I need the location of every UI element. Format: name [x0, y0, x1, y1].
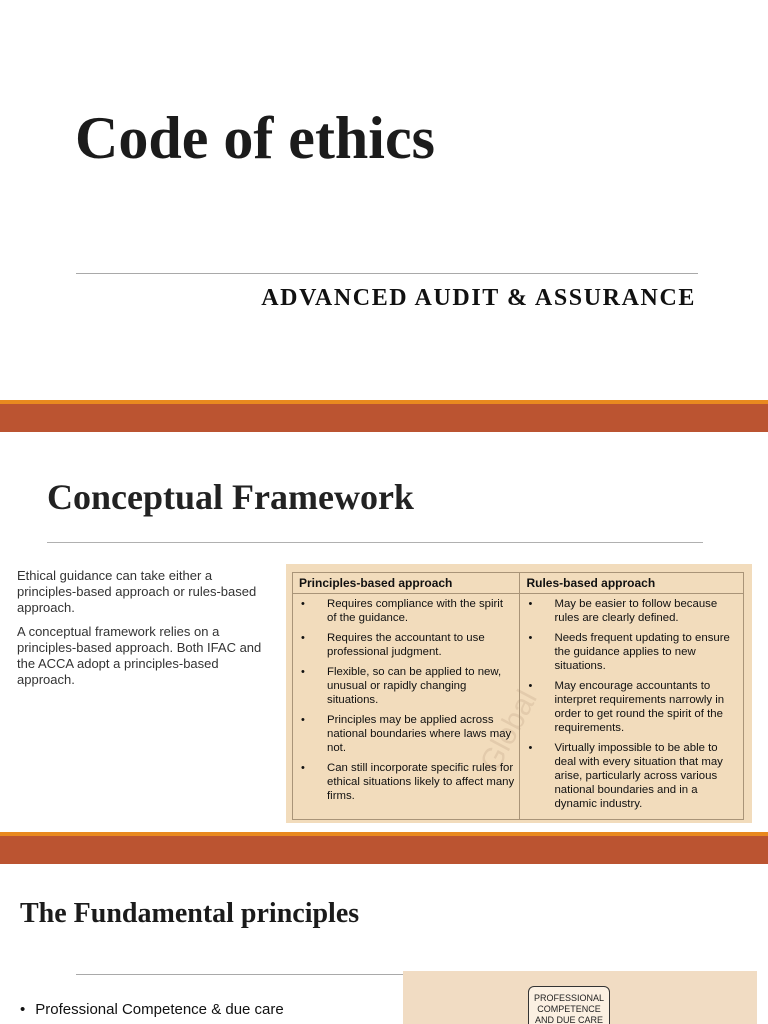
list-item: • Requires the accountant to use professional judgment. — [293, 631, 515, 659]
heading-divider — [76, 974, 406, 975]
table-header: Rules-based approach — [520, 573, 744, 594]
approach-comparison-table — [286, 564, 752, 823]
slide-subtitle: ADVANCED AUDIT & ASSURANCE — [261, 285, 696, 311]
bullet-list — [20, 1001, 284, 1018]
title-slide — [0, 0, 768, 400]
rules-column — [520, 594, 744, 820]
list-item: • Virtually impossible to be able to deal with every situation that may arise, particularly across various national boundaries and in a dynamic industry. — [520, 741, 739, 811]
slide-separator — [0, 400, 768, 432]
list-item: • Principles may be applied across national boundaries where laws may not. — [293, 713, 515, 755]
diagram-node: PROFESSIONAL COMPETENCE AND DUE CARE — [528, 986, 610, 1024]
paragraph: Ethical guidance can take either a principles-based approach or rules-based approach. — [17, 568, 257, 615]
slide-heading: The Fundamental principles — [20, 898, 360, 929]
fundamental-principles-slide — [0, 864, 768, 1024]
list-item: • May be easier to follow because rules are clearly defined. — [520, 597, 739, 625]
title-divider — [76, 273, 698, 274]
watermark: Global — [473, 684, 544, 777]
body-text — [17, 568, 267, 696]
slide-title: Code of ethics — [75, 105, 435, 171]
conceptual-framework-slide — [0, 432, 768, 832]
paragraph: A conceptual framework relies on a principles-based approach. Both IFAC and the ACCA adopt a principles-based approach. — [17, 624, 262, 687]
principles-column — [293, 594, 520, 820]
list-item: • Requires compliance with the spirit of the guidance. — [293, 597, 515, 625]
list-item: • Professional Competence & due care — [20, 1001, 284, 1018]
table-header: Principles-based approach — [293, 573, 520, 594]
list-item: • Can still incorporate specific rules for ethical situations likely to affect many firms. — [293, 761, 515, 803]
slide-heading: Conceptual Framework — [47, 477, 414, 517]
principles-diagram — [403, 971, 757, 1024]
heading-divider — [47, 542, 703, 543]
list-item: • Needs frequent updating to ensure the guidance applies to new situations. — [520, 631, 739, 673]
slide-separator — [0, 832, 768, 864]
list-item: • Flexible, so can be applied to new, unusual or rapidly changing situations. — [293, 665, 515, 707]
list-item: • May encourage accountants to interpret requirements narrowly in order to get round the spirit of the requirements. — [520, 679, 739, 735]
